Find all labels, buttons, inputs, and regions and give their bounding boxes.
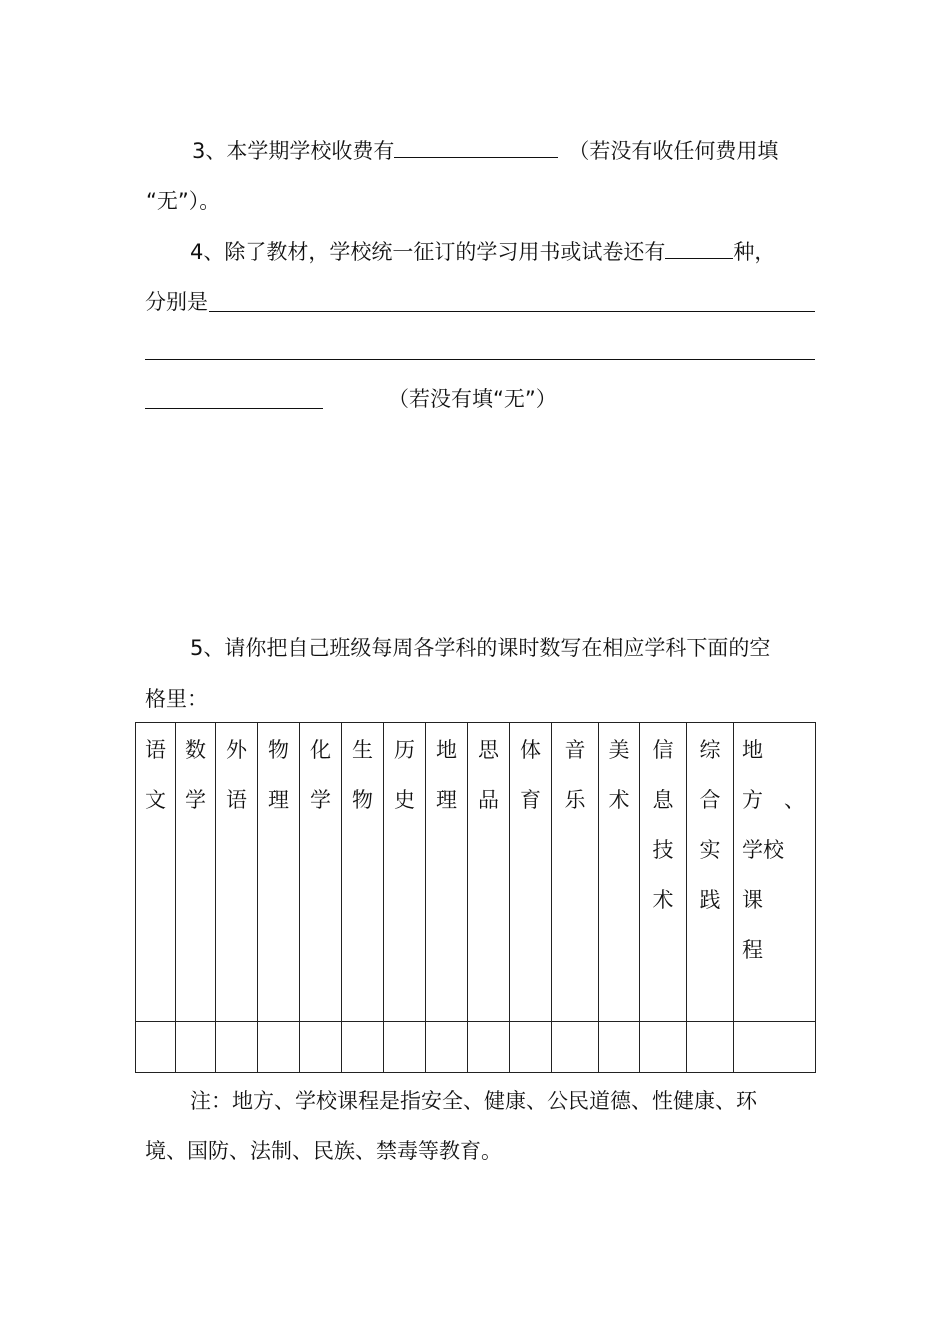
subject-cell: 体 育 [510,723,552,1022]
subject-cell: 综 合 实 践 [687,723,734,1022]
subject-cell: 化 学 [300,723,342,1022]
hours-input-cell[interactable] [734,1022,816,1073]
q3-note-part2: “无”）。 [146,189,221,213]
q4-text-before: 4、除了教材，学校统一征订的学习用书或试卷还有 [190,240,666,264]
subject-cell: 思 品 [468,723,510,1022]
subject-cell: 历 史 [384,723,426,1022]
hours-input-cell[interactable] [300,1022,342,1073]
hours-input-cell[interactable] [176,1022,216,1073]
q3-text: 3、本学期学校收费有 [192,139,395,163]
subject-cell: 语 文 [136,723,176,1022]
hours-input-cell[interactable] [468,1022,510,1073]
q4-line2 [145,287,208,317]
hours-input-cell[interactable] [136,1022,176,1073]
hours-input-cell[interactable] [342,1022,384,1073]
subject-cell: 美 术 [599,723,640,1022]
subject-cell-local-school: 地 方 、 学校 课 程 [734,723,816,1022]
hours-input-cell[interactable] [426,1022,468,1073]
subject-cell: 外 语 [216,723,258,1022]
hours-input-cell[interactable] [258,1022,300,1073]
hours-input-cell[interactable] [552,1022,599,1073]
q5-line2: 格里： [145,687,208,711]
q4-answer-line-2[interactable] [145,359,815,360]
q4-line1 [190,236,775,267]
subject-cell: 音 乐 [552,723,599,1022]
q3-fee-blank[interactable] [394,135,558,158]
hours-input-cell[interactable] [384,1022,426,1073]
subject-cell: 地 理 [426,723,468,1022]
q5-line1: 5、请你把自己班级每周各学科的课时数写在相应学科下面的空 [190,636,771,660]
q4-answer-line-1[interactable] [209,311,815,312]
q4-line2-label: 分别是 [145,290,208,314]
q4-text-after: 种， [733,240,776,264]
hours-input-cell[interactable] [640,1022,687,1073]
note-line2: 境、国防、法制、民族、禁毒等教育。 [145,1139,502,1163]
q4-note: （若没有填“无”） [388,387,557,411]
subject-cell: 生 物 [342,723,384,1022]
subject-cell: 物 理 [258,723,300,1022]
subject-cell: 数 学 [176,723,216,1022]
subject-header-row [136,723,816,1022]
q3-line2 [146,186,220,216]
subject-hours-table [135,722,816,1073]
hours-input-cell[interactable] [687,1022,734,1073]
note-line1: 注：地方、学校课程是指安全、健康、公民道德、性健康、环 [190,1089,757,1113]
hours-input-cell[interactable] [599,1022,640,1073]
q4-answer-line-3[interactable] [145,408,323,409]
q3-line1 [192,135,778,166]
hours-input-cell[interactable] [510,1022,552,1073]
q4-count-blank[interactable] [665,236,733,259]
hours-input-cell[interactable] [216,1022,258,1073]
q3-note-part1: （若没有收任何费用填 [568,139,779,163]
subject-cell: 信 息 技 术 [640,723,687,1022]
hours-input-row [136,1022,816,1073]
